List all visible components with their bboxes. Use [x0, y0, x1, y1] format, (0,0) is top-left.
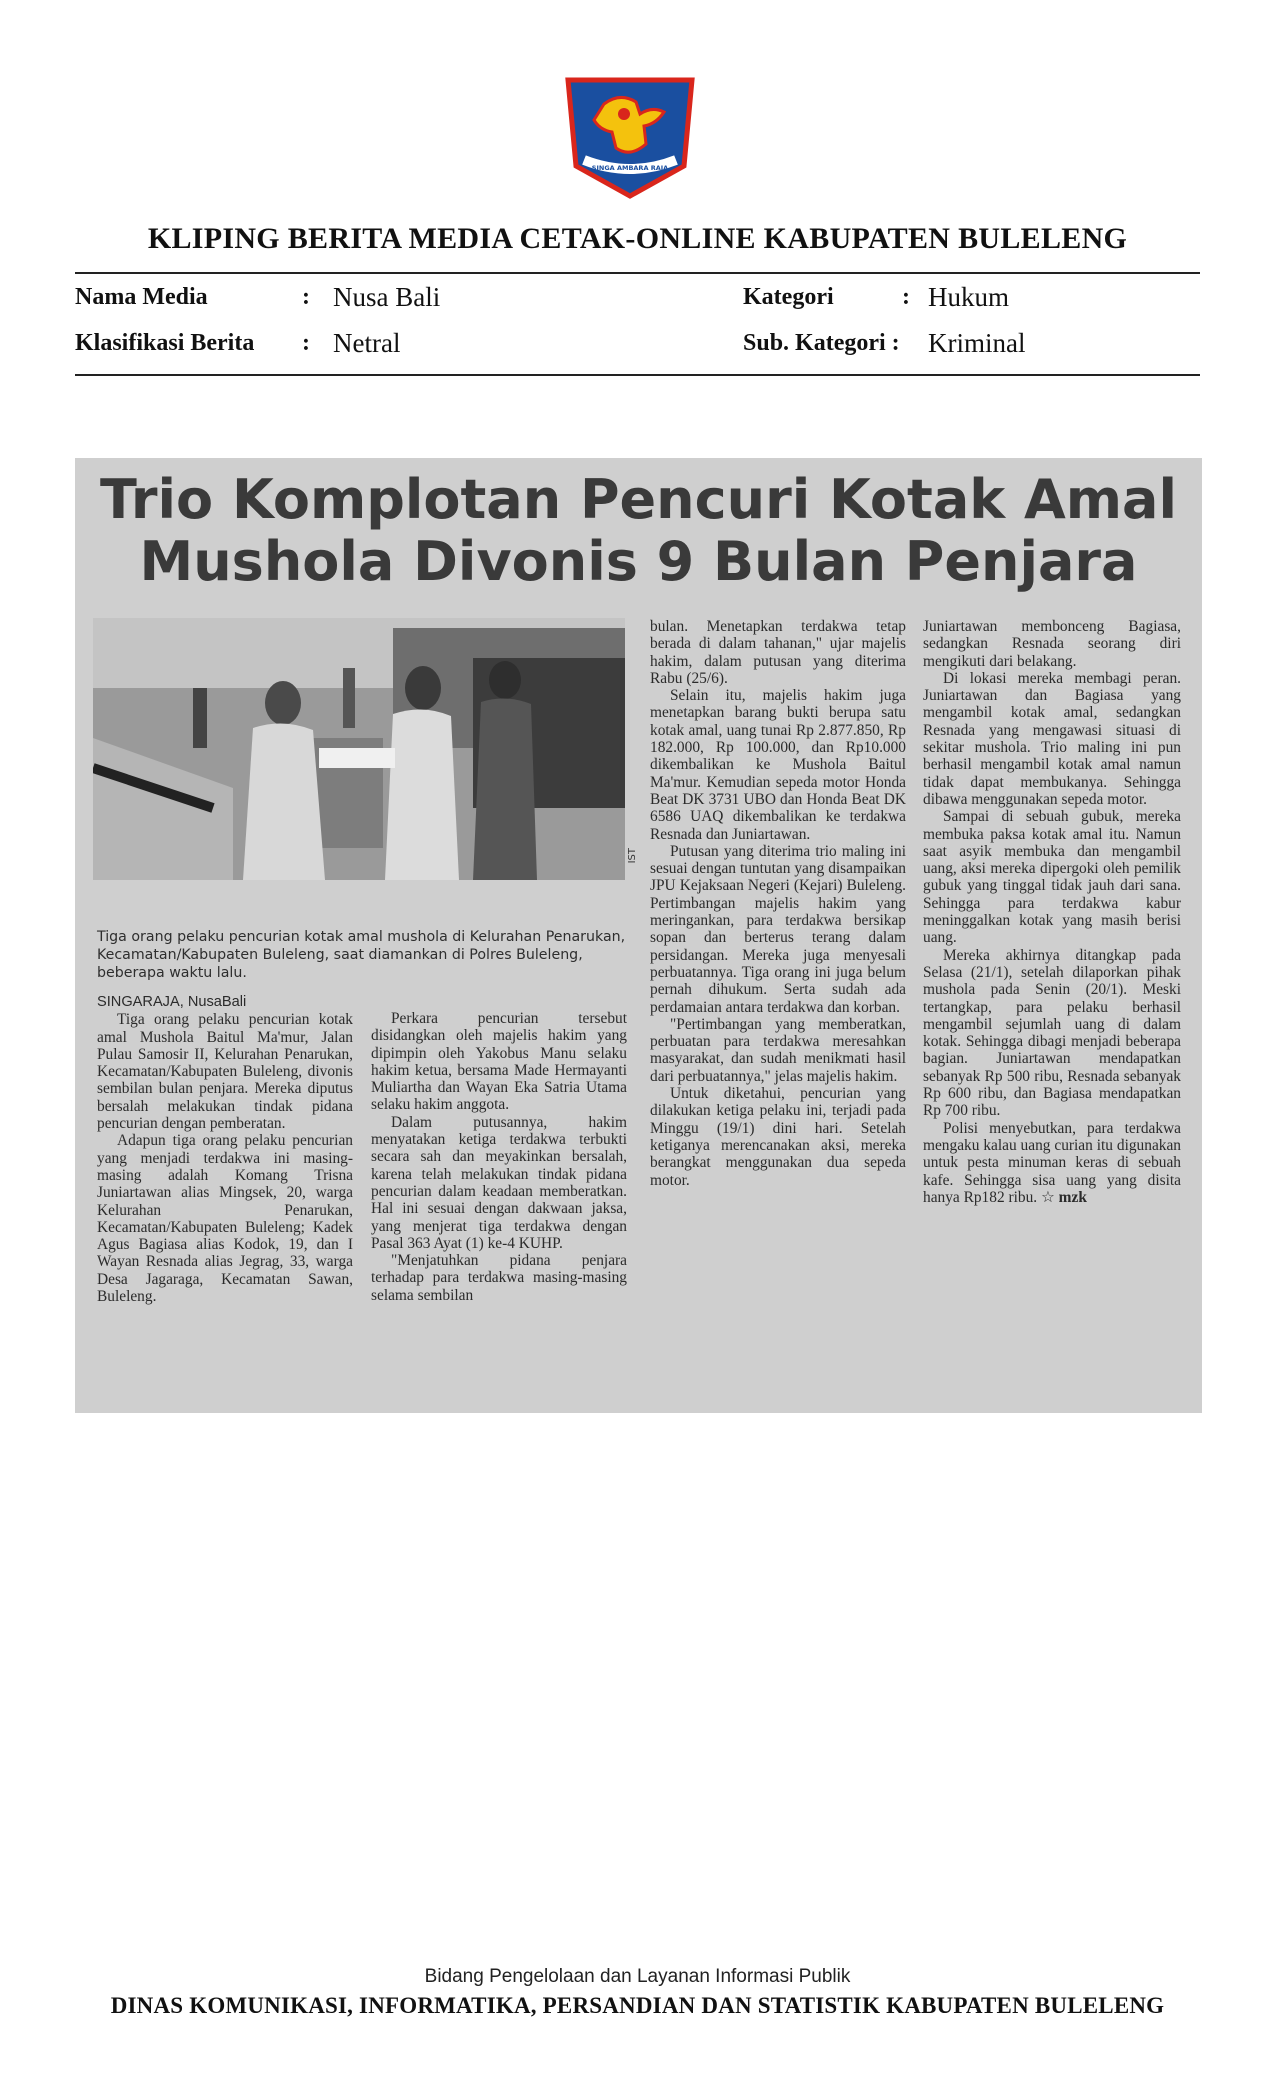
- paragraph: "Menjatuhkan pidana penjara terhadap para terdakwa masing-masing selama sembilan: [371, 1252, 627, 1304]
- divider-bottom: [75, 374, 1200, 376]
- dateline: SINGARAJA, NusaBali: [97, 994, 247, 1010]
- paragraph: [923, 1120, 1181, 1206]
- headline-line-2: Mushola Divonis 9 Bulan Penjara: [139, 530, 1138, 593]
- news-clipping: [75, 458, 1202, 1413]
- article-column-1: [97, 994, 353, 1305]
- paragraph: Mereka akhirnya ditangkap pada Selasa (21/1), setelah dilaporkan pihak mushola pada Senin (20/1). Meski tertangkap, para pelaku berhasil mengambil sejumlah uang di dalam kotak. Sehingga dibagi menjadi beberapa bagian. Juniartawan mendapatkan sebanyak Rp 500 ribu, Resnada sebanyak Rp 600 ribu, dan Bagiasa mendapatkan Rp 700 ribu.: [923, 946, 1181, 1120]
- kategori-label: Kategori: [743, 284, 834, 310]
- page-title: KLIPING BERITA MEDIA CETAK-ONLINE KABUPATEN BULELENG: [147, 222, 1128, 255]
- news-photo: [93, 618, 625, 880]
- paragraph: Selain itu, majelis hakim juga menetapkan barang bukti berupa satu kotak amal, uang tunai Rp 2.877.850, Rp 182.000, Rp 100.000, dan Rp10.000 dikembalikan ke Mushola Baitul Ma'mur. Kemudian sepeda motor Honda Beat DK 3731 UBO dan Honda Beat DK 6586 UAQ dikembalikan ke terdakwa Resnada dan Juniartawan.: [650, 687, 906, 843]
- article-column-4: [923, 618, 1181, 1206]
- paragraph: Juniartawan membonceng Bagiasa, sedangkan Resnada seorang diri mengikuti dari belakang.: [923, 618, 1181, 670]
- headline-line-1: Trio Komplotan Pencuri Kotak Amal: [100, 468, 1177, 531]
- buleleng-logo: [560, 74, 700, 200]
- article-column-3: [650, 618, 906, 1189]
- article-column-2: [371, 1010, 627, 1304]
- logo-motto: SINGA AMBARA RAJA: [591, 164, 669, 172]
- paragraph: Untuk diketahui, pencurian yang dilakukan ketiga pelaku ini, terjadi pada Minggu (19/1) dini hari. Setelah ketiganya merencanakan aksi, mereka berangkat menggunakan dua sepeda motor.: [650, 1085, 906, 1189]
- signoff-icon: ☆: [1041, 1188, 1055, 1206]
- paragraph: Tiga orang pelaku pencurian kotak amal Mushola Baitul Ma'mur, Jalan Pulau Samosir II, Kelurahan Penarukan, Kecamatan/Kabupaten Buleleng, divonis sembilan bulan penjara. Mereka diputus bersalah melakukan tindak pidana pencurian dengan pemberatan.: [97, 1011, 353, 1133]
- paragraph: Sampai di sebuah gubuk, mereka membuka paksa kotak amal itu. Namun saat asyik membuka dan mengambil uang, aksi mereka dipergoki oleh pemilik gubuk yang tinggal tidak jauh dari sana. Sehingga para terdakwa kabur meninggalkan kotak yang masih berisi uang.: [923, 808, 1181, 947]
- paragraph: Dalam putusannya, hakim menyatakan ketiga terdakwa terbukti secara sah dan meyakinkan bersalah, karena telah melakukan tindak pidana pencurian dalam keadaan memberatkan. Hal ini sesuai dengan dakwaan jaksa, yang menjerat tiga terdakwa dengan Pasal 363 Ayat (1) ke-4 KUHP.: [371, 1113, 627, 1252]
- divider-top: [75, 272, 1200, 274]
- media-label: Nama Media: [75, 284, 208, 310]
- media-value: Nusa Bali: [333, 282, 441, 312]
- kategori-colon: :: [902, 284, 910, 310]
- klasifikasi-label: Klasifikasi Berita: [75, 330, 255, 356]
- klasifikasi-colon: :: [302, 330, 310, 356]
- paragraph: bulan. Menetapkan terdakwa tetap berada di dalam tahanan," ujar majelis hakim, dalam putusan yang diterima Rabu (25/6).: [650, 618, 906, 687]
- footer-department: Bidang Pengelolaan dan Layanan Informasi Publik: [424, 1966, 851, 1987]
- subkategori-label: Sub. Kategori :: [743, 330, 900, 356]
- paragraph: Di lokasi mereka membagi peran. Juniartawan dan Bagiasa yang mengambil kotak amal, sedangkan Resnada yang mengawasi situasi di sekitar mushola. Trio maling ini pun berhasil mengambil kotak amal namun tidak dapat membukanya. Sehingga dibawa menggunakan sepeda motor.: [923, 669, 1181, 808]
- paragraph: Putusan yang diterima trio maling ini sesuai dengan tuntutan yang disampaikan JPU Kejaksaan Negeri (Kejari) Buleleng. Pertimbangan majelis hakim yang meringankan, para terdakwa bersikap sopan dan berterus terang dalam persidangan. Mereka juga menyesali perbuatannya. Tiga orang ini juga belum pernah dihukum. Serta sudah ada perdamaian antara terdakwa dan korban.: [650, 842, 906, 1016]
- photo-credit: IST: [627, 848, 638, 864]
- author-signoff: mzk: [1058, 1188, 1087, 1206]
- media-colon: :: [302, 284, 310, 310]
- news-photo-image: [93, 618, 625, 880]
- paragraph: Adapun tiga orang pelaku pencurian yang menjadi terdakwa ini masing-masing adalah Komang Trisna Juniartawan alias Mingsek, 20, warga Kelurahan Penarukan, Kecamatan/Kabupaten Buleleng; Kadek Agus Bagiasa alias Kodok, 19, dan I Wayan Resnada alias Jegrag, 33, warga Desa Jagaraga, Kecamatan Sawan, Buleleng.: [97, 1132, 353, 1306]
- paragraph: Perkara pencurian tersebut disidangkan oleh majelis hakim yang dipimpin oleh Yakobus Manu selaku hakim ketua, bersama Made Hermayanti Muliartha dan Wayan Eka Satria Utama selaku hakim anggota.: [371, 1010, 627, 1114]
- klasifikasi-value: Netral: [333, 328, 401, 358]
- photo-caption: Tiga orang pelaku pencurian kotak amal mushola di Kelurahan Penarukan, Kecamatan/Kabupaten Buleleng, saat diamankan di Polres Buleleng, beberapa waktu lalu.: [97, 929, 626, 981]
- footer-agency: DINAS KOMUNIKASI, INFORMATIKA, PERSANDIAN DAN STATISTIK KABUPATEN BULELENG: [110, 1993, 1165, 2018]
- paragraph-text: Polisi menyebutkan, para terdakwa mengaku kalau uang curian itu digunakan untuk pesta minuman keras di sebuah kafe. Sehingga sisa uang yang disita hanya Rp182 ribu.: [923, 1119, 1181, 1206]
- kategori-value: Hukum: [928, 282, 1009, 312]
- paragraph: "Pertimbangan yang memberatkan, perbuatan para terdakwa meresahkan masyarakat, dan sudah menikmati hasil dari perbuatannya," jelas majelis hakim.: [650, 1015, 906, 1085]
- subkategori-value: Kriminal: [928, 328, 1026, 358]
